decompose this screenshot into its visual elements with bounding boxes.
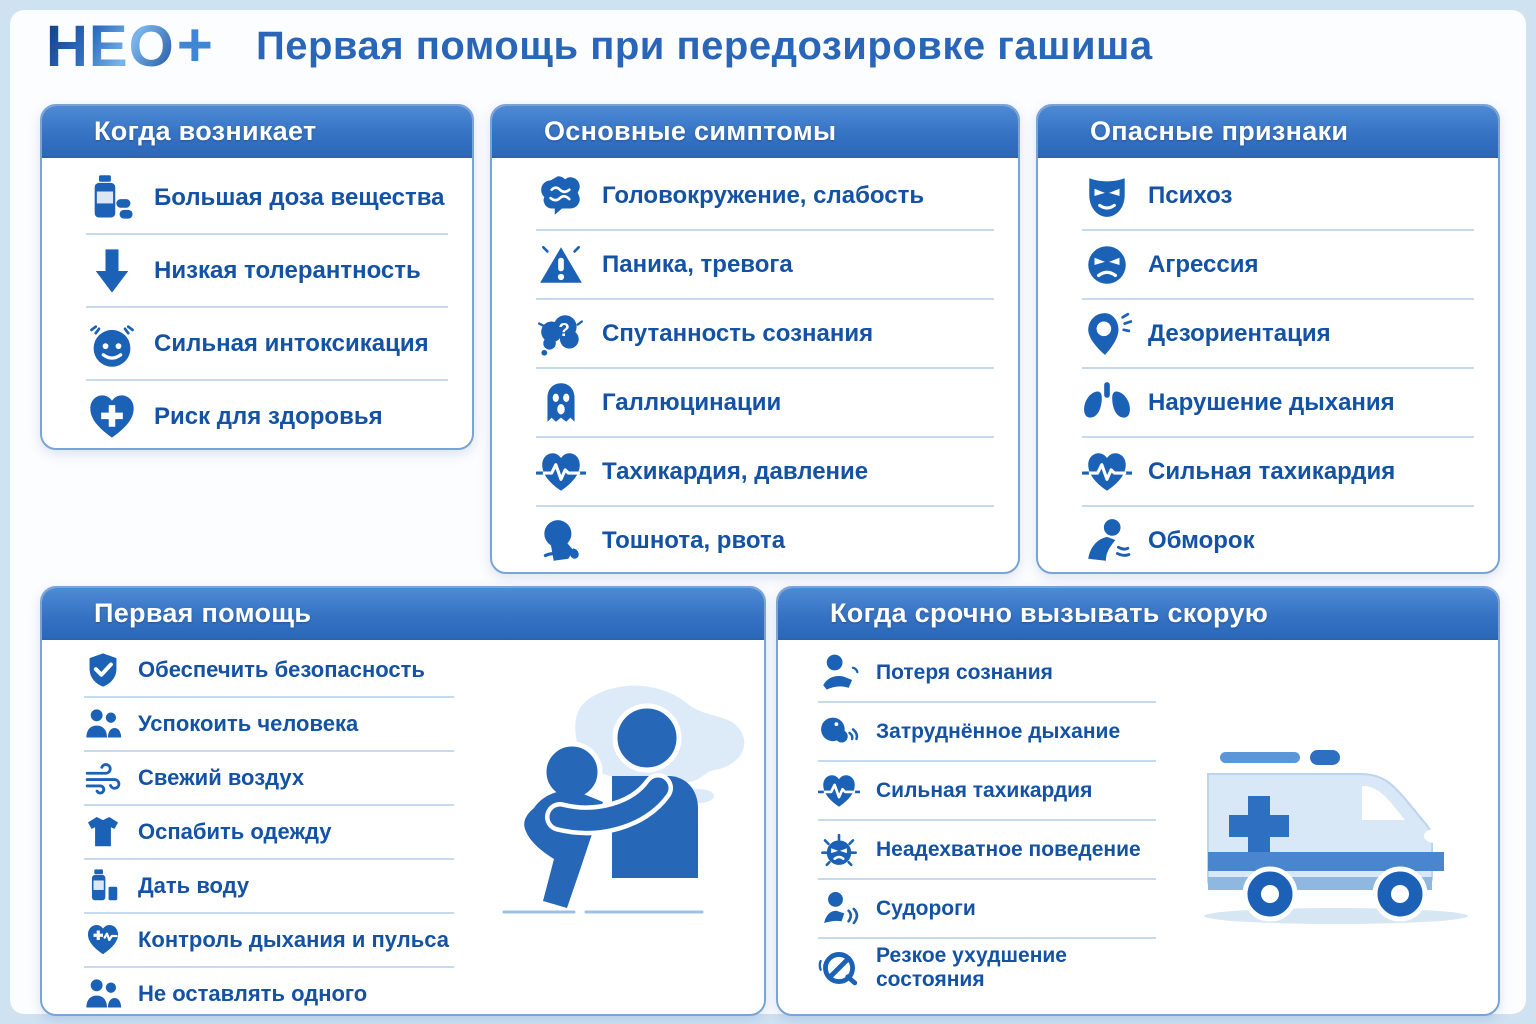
down-arrow-icon [86, 245, 138, 297]
two-people-icon [84, 705, 122, 743]
item-label: Дезориентация [1148, 319, 1331, 347]
list-item [818, 762, 1156, 821]
item-label: Сильная интоксикация [154, 329, 429, 357]
warning-triangle-icon [536, 240, 586, 290]
list-item [84, 698, 454, 752]
list-item [818, 644, 1156, 703]
card-danger-title: Опасные признаки [1090, 115, 1349, 146]
two-people-icon [84, 975, 122, 1013]
item-label: Тошнота, рвота [602, 526, 786, 554]
plus-icon: + [176, 11, 213, 80]
nausea-icon [536, 516, 586, 566]
list-item [86, 162, 448, 235]
item-label: Сильная тахикардия [1148, 457, 1396, 485]
tshirt-icon [84, 813, 122, 851]
card-call-ambulance-items [778, 640, 1180, 1002]
shield-check-icon [84, 651, 122, 689]
disorientation-icon [1082, 309, 1132, 359]
list-item [1082, 507, 1474, 574]
item-label: Оспабить одежду [138, 819, 332, 844]
logo-text: НЕО [46, 14, 175, 79]
inadequate-behavior-icon [818, 829, 860, 871]
list-item [84, 968, 454, 1016]
card-main-symptoms [490, 104, 1020, 574]
angry-face-icon [1082, 240, 1132, 290]
list-item [84, 860, 454, 914]
card-when-header [42, 106, 472, 158]
list-item [86, 235, 448, 308]
water-bottle-icon [84, 867, 122, 905]
list-item [1082, 369, 1474, 438]
heart-pulse-icon [818, 770, 860, 812]
dizzy-face-icon [86, 318, 138, 370]
item-label: Нарушение дыхания [1148, 388, 1395, 416]
comforting-hug-illustration [478, 640, 764, 976]
card-symptoms-header [492, 106, 1018, 158]
heart-pulse-icon [1082, 447, 1132, 497]
wind-icon [84, 759, 122, 797]
heart-pulse-icon [536, 447, 586, 497]
item-label: Контроль дыхания и пульса [138, 927, 449, 952]
item-label: Неадехватное поведение [876, 837, 1141, 861]
list-item [1082, 300, 1474, 369]
item-label: Дать воду [138, 873, 250, 898]
list-item [818, 880, 1156, 939]
item-label: Не оставлять одного [138, 981, 368, 1006]
card-when-title: Когда возникает [94, 115, 317, 146]
item-label: Психоз [1148, 181, 1233, 209]
list-item [536, 507, 994, 574]
list-item [86, 308, 448, 381]
card-when-occurs [40, 104, 474, 450]
card-symptoms-items [492, 158, 1018, 574]
brain-icon [536, 171, 586, 221]
item-label: Спутанность сознания [602, 319, 874, 347]
list-item [818, 939, 1156, 996]
dose-bottle-icon [86, 172, 138, 224]
card-danger-items [1038, 158, 1498, 574]
item-label: Обеспечить безопасность [138, 657, 425, 682]
list-item [536, 300, 994, 369]
card-call-ambulance-title: Когда срочно вызывать скорую [830, 597, 1269, 628]
heart-cross-icon [86, 391, 138, 443]
list-item [1082, 162, 1474, 231]
convulsions-icon [818, 888, 860, 930]
list-item [86, 381, 448, 450]
card-call-ambulance-header [778, 588, 1498, 640]
heart-cross-pulse-icon [84, 921, 122, 959]
svg-text:?: ? [558, 318, 570, 340]
list-item [84, 752, 454, 806]
confusion-cloud-icon [536, 309, 586, 359]
mask-icon [1082, 171, 1132, 221]
list-item [536, 438, 994, 507]
item-label: Тахикардия, давление [602, 457, 869, 485]
card-danger-header [1038, 106, 1498, 158]
deterioration-icon [818, 947, 860, 989]
item-label: Агрессия [1148, 250, 1259, 278]
card-first-aid-title: Первая помощь [94, 597, 312, 628]
card-first-aid [40, 586, 766, 1016]
item-label: Головокружение, слабость [602, 181, 925, 209]
ghost-icon [536, 378, 586, 428]
list-item [536, 369, 994, 438]
item-label: Большая доза вещества [154, 183, 445, 211]
item-label: Сильная тахикардия [876, 778, 1093, 802]
lungs-icon [1082, 378, 1132, 428]
list-item [1082, 438, 1474, 507]
item-label: Судороги [876, 896, 976, 920]
item-label: Галлюцинации [602, 388, 782, 416]
neo-plus-logo [46, 11, 213, 80]
card-first-aid-items [42, 640, 478, 1016]
list-item [818, 821, 1156, 880]
faint-icon [1082, 516, 1132, 566]
list-item [536, 231, 994, 300]
list-item [536, 162, 994, 231]
item-label: Свежий воздух [138, 765, 305, 790]
breathing-difficulty-icon [818, 711, 860, 753]
page-title: Первая помощь при передозировке гашиша [256, 24, 1153, 68]
list-item [84, 644, 454, 698]
card-first-aid-header [42, 588, 764, 640]
card-call-ambulance [776, 586, 1500, 1016]
card-symptoms-title: Основные симптомы [544, 115, 837, 146]
list-item [1082, 231, 1474, 300]
item-label: Паника, тревога [602, 250, 793, 278]
card-danger-signs [1036, 104, 1500, 574]
list-item [84, 806, 454, 860]
list-item [84, 914, 454, 968]
ambulance-illustration [1180, 640, 1498, 944]
item-label: Затруднённое дыхание [876, 719, 1121, 743]
unconscious-icon [818, 652, 860, 694]
item-label: Потеря сознания [876, 660, 1053, 684]
item-label: Низкая толерантность [154, 256, 421, 284]
item-label: Успокоить человека [138, 711, 359, 736]
item-label: Риск для здоровья [154, 402, 383, 430]
item-label: Обморок [1148, 526, 1255, 554]
card-when-items [42, 158, 472, 450]
list-item [818, 703, 1156, 762]
item-label: Резкое ухудшение состояния [876, 943, 1067, 991]
